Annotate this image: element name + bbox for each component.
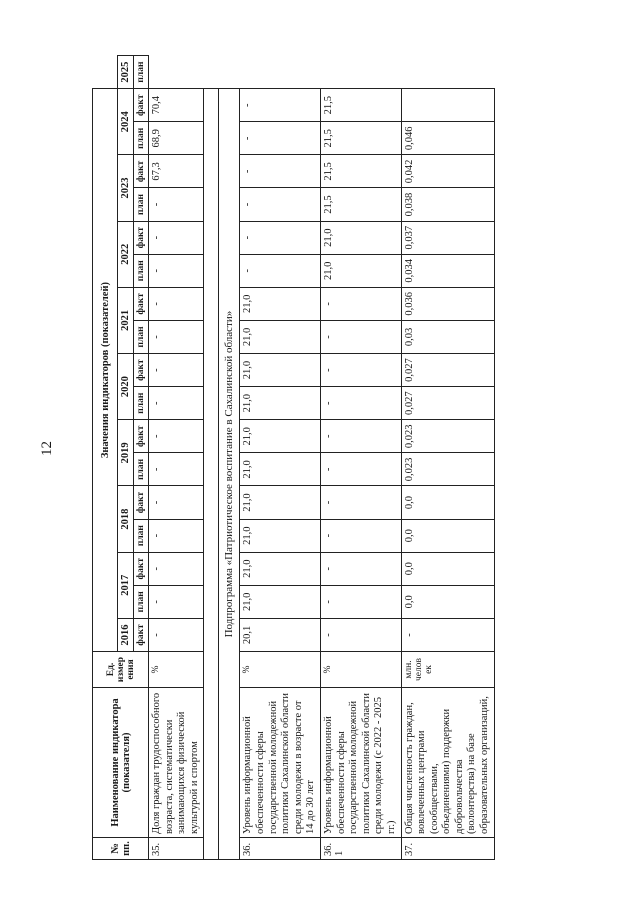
page-number: 12: [39, 441, 55, 456]
value-cell: -: [401, 618, 494, 651]
section-row: [219, 56, 240, 860]
unit: млн. челов ек: [401, 652, 494, 688]
separator-cell: [204, 89, 219, 860]
table-row: [320, 56, 401, 860]
value-type-header: план: [134, 56, 149, 89]
value-cell: -: [149, 221, 204, 254]
rotated-table-container: [92, 55, 567, 860]
value-cell: 21,0: [240, 453, 321, 486]
indicator-name: Доля граждан трудоспособного возраста, систематически занимающихся физической культурой и спортом: [149, 688, 204, 838]
indicator-name: Уровень информационной обеспеченности сферы государственной молодежной политики Сахалинской области среди молодежи в возрасте от 14 до 30 лет: [240, 688, 321, 838]
value-cell: 21,0: [240, 486, 321, 519]
value-type-header: план: [134, 453, 149, 486]
value-cell: [401, 89, 494, 122]
value-type-header: план: [134, 320, 149, 353]
value-cell: 0,023: [401, 420, 494, 453]
value-cell: -: [240, 254, 321, 287]
value-type-header: факт: [134, 420, 149, 453]
header-values: Значения индикаторов (показателей): [93, 89, 118, 652]
value-cell: -: [240, 221, 321, 254]
value-type-header: факт: [134, 552, 149, 585]
year-header: 2023: [118, 155, 134, 221]
value-cell: -: [149, 354, 204, 387]
value-cell: -: [320, 453, 401, 486]
header-unit: Ед. измер ения: [93, 652, 149, 688]
value-cell: -: [149, 254, 204, 287]
value-cell: -: [149, 552, 204, 585]
value-cell: 0,037: [401, 221, 494, 254]
value-type-header: план: [134, 122, 149, 155]
value-cell: -: [320, 519, 401, 552]
value-cell: 0,0: [401, 552, 494, 585]
value-cell: 0,0: [401, 519, 494, 552]
value-cell: 21,0: [240, 354, 321, 387]
value-cell: 21,0: [240, 519, 321, 552]
value-type-header: факт: [134, 287, 149, 320]
value-cell: 0,046: [401, 122, 494, 155]
unit: %: [240, 652, 321, 688]
value-type-header: факт: [134, 89, 149, 122]
value-cell: 21,5: [320, 155, 401, 188]
row-number: 36.: [240, 838, 321, 860]
year-header: 2025: [118, 56, 134, 89]
value-cell: 21,0: [320, 254, 401, 287]
unit: %: [149, 652, 204, 688]
indicator-name: Уровень информационной обеспеченности сферы государственной молодежной политики Сахалинской области среди молодежи (с 2022 - 2025 гг.): [320, 688, 401, 838]
table-row: [240, 56, 321, 860]
value-type-header: факт: [134, 618, 149, 651]
table-row: [149, 56, 204, 860]
value-cell: 21,0: [320, 221, 401, 254]
row-number: 37.: [401, 838, 494, 860]
value-cell: -: [240, 89, 321, 122]
value-cell: 21,0: [240, 320, 321, 353]
value-cell: -: [149, 585, 204, 618]
value-cell: 0,038: [401, 188, 494, 221]
year-header: 2016: [118, 618, 134, 651]
value-cell: 68,9: [149, 122, 204, 155]
value-cell: 21,0: [240, 287, 321, 320]
value-cell: 0,0: [401, 585, 494, 618]
value-type-header: факт: [134, 354, 149, 387]
value-cell: -: [149, 287, 204, 320]
value-cell: -: [149, 618, 204, 651]
value-cell: 21,0: [240, 387, 321, 420]
value-type-header: факт: [134, 221, 149, 254]
value-type-header: факт: [134, 155, 149, 188]
value-cell: 21,0: [240, 585, 321, 618]
value-cell: -: [240, 188, 321, 221]
value-cell: 20,1: [240, 618, 321, 651]
value-cell: 0,023: [401, 453, 494, 486]
value-cell: 0,036: [401, 287, 494, 320]
year-header: 2022: [118, 221, 134, 287]
value-cell: 21,0: [240, 552, 321, 585]
row-number: 36. 1: [320, 838, 401, 860]
value-cell: -: [320, 420, 401, 453]
row-number: 35.: [149, 838, 204, 860]
value-type-header: план: [134, 188, 149, 221]
value-cell: -: [320, 287, 401, 320]
value-cell: 21,5: [320, 89, 401, 122]
value-cell: -: [320, 354, 401, 387]
table-row: [401, 56, 494, 860]
separator-row: [204, 56, 219, 860]
value-type-header: план: [134, 585, 149, 618]
value-cell: 0,027: [401, 354, 494, 387]
value-cell: 21,5: [320, 122, 401, 155]
value-cell: 0,03: [401, 320, 494, 353]
value-cell: 21,0: [240, 420, 321, 453]
year-header: 2019: [118, 420, 134, 486]
value-cell: -: [240, 122, 321, 155]
indicators-table: [92, 55, 495, 860]
value-cell: 0,042: [401, 155, 494, 188]
value-cell: -: [320, 585, 401, 618]
header-num: № пп.: [93, 838, 149, 860]
value-cell: -: [320, 320, 401, 353]
value-cell: -: [320, 486, 401, 519]
value-cell: -: [149, 519, 204, 552]
year-header: 2021: [118, 287, 134, 353]
unit: %: [320, 652, 401, 688]
value-type-header: факт: [134, 486, 149, 519]
value-cell: -: [149, 188, 204, 221]
value-cell: 70,4: [149, 89, 204, 122]
value-cell: -: [149, 387, 204, 420]
table-body: [149, 56, 495, 860]
value-cell: -: [240, 155, 321, 188]
value-cell: -: [149, 420, 204, 453]
indicator-name: Общая численность граждан, вовлеченных центрами (сообществами, объединениями) поддержки добровольчества (волонтерства) на базе образовательных организаций,: [401, 688, 494, 838]
value-cell: -: [320, 387, 401, 420]
value-cell: 0,027: [401, 387, 494, 420]
value-cell: -: [149, 320, 204, 353]
value-cell: 0,0: [401, 486, 494, 519]
value-cell: 67,3: [149, 155, 204, 188]
value-cell: -: [320, 618, 401, 651]
value-type-header: план: [134, 254, 149, 287]
year-header: 2018: [118, 486, 134, 552]
year-header: 2020: [118, 354, 134, 420]
header-name: Наименование индикатора (показателя): [93, 688, 149, 838]
year-header: 2024: [118, 89, 134, 155]
year-header: 2017: [118, 552, 134, 618]
section-title: Подпрограмма «Патриотическое воспитание в Сахалинской области»: [219, 89, 240, 860]
value-cell: 21,5: [320, 188, 401, 221]
value-cell: -: [149, 486, 204, 519]
value-type-header: план: [134, 519, 149, 552]
value-cell: -: [320, 552, 401, 585]
value-cell: 0,034: [401, 254, 494, 287]
value-cell: -: [149, 453, 204, 486]
value-type-header: план: [134, 387, 149, 420]
